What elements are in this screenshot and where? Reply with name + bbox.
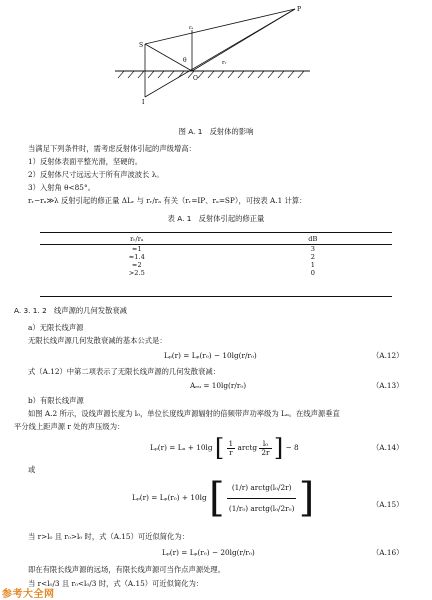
- fig-label-o: O: [193, 75, 198, 82]
- eq15-frac: [227, 478, 297, 518]
- text-b1: 如图 A.2 所示，设线声源长度为 l₀，单位长度线声源辐射的倍频带声功率级为 Lᵤ。在线声源垂直: [28, 409, 340, 418]
- equation-number-a13: （A.13）: [372, 381, 404, 390]
- table-row: [40, 245, 392, 254]
- eq14-inner-frac: [259, 440, 271, 456]
- condition-2: 2）反射体尺寸远远大于所有声波波长 λ。: [28, 170, 164, 179]
- equation-a16: Lₚ(r) = Lₚ(r₀) − 20lg(r/r₀): [162, 548, 255, 557]
- table-row: [40, 269, 392, 277]
- or-text: 或: [28, 465, 36, 474]
- equation-number-a12: （A.12）: [372, 351, 404, 360]
- table-cell: 1: [310, 261, 315, 269]
- text-a2: 式（A.12）中第二项表示了无限长线声源的几何发散衰减：: [28, 367, 220, 376]
- equation-a14: [150, 436, 299, 460]
- text-c6: 即在有限长线声源的远场，有限长线声源可当作点声源处理。: [28, 565, 226, 574]
- equation-a13: Aₑᵤ = 10lg(r/r₀): [190, 381, 247, 390]
- eq14-frac: [227, 440, 236, 456]
- reflector-diagram: [110, 0, 330, 112]
- frac-den: r: [229, 447, 233, 457]
- equation-a12: Lₚ(r) = Lₚ(r₀) − 10lg(r/r₀): [164, 351, 257, 360]
- table-cell: 2: [310, 253, 315, 261]
- frac-num: 1: [228, 439, 234, 449]
- subsection-a: a）无限长线声源: [28, 323, 84, 332]
- bracket-close: ]: [273, 434, 284, 462]
- subsection-b: b）有限长线声源: [28, 396, 84, 405]
- eq14-arctg: arctg: [237, 443, 258, 452]
- frac-num: l₀: [259, 440, 271, 448]
- correction-table: [40, 233, 392, 277]
- fig-label-rr: rᵣ: [222, 60, 227, 66]
- eq14-lead: Lₚ(r) = Lᵤ + 10lg: [150, 443, 213, 452]
- correction-note: rᵣ−rₐ≫λ 反射引起的修正量 ΔLᵣ 与 rᵣ/rₐ 有关（rᵣ=IP、rₐ=SP），可按表 A.1 计算：: [28, 196, 307, 205]
- table-cell: 3: [310, 245, 315, 253]
- equation-number-a14: （A.14）: [372, 443, 404, 452]
- table-bottom-rule: [40, 296, 392, 297]
- condition-1: 1）反射体表面平整光滑，坚硬的。: [28, 157, 143, 166]
- frac-den: 2r: [261, 447, 270, 457]
- fig-label-theta: θ: [183, 57, 187, 64]
- table-row: [40, 261, 392, 269]
- condition-3: 3）入射角 θ<85°。: [28, 183, 95, 192]
- bracket-close: ]: [298, 475, 315, 521]
- text-a1: 无限长线声源几何发散衰减的基本公式是：: [28, 336, 167, 345]
- fig-label-s: S: [139, 42, 144, 49]
- equation-number-a15: （A.15）: [372, 500, 404, 509]
- text-b2: 平分线上距声源 r 处的声压级为：: [14, 422, 125, 431]
- table-cell: ≈2: [131, 261, 142, 269]
- bracket-open: [: [208, 475, 225, 521]
- table-head-db: dB: [234, 233, 392, 245]
- table-title: 表 A. 1 反射体引起的修正量: [167, 214, 265, 223]
- section-heading: A. 3. 1. 2 线声源的几何发散衰减: [14, 306, 127, 315]
- frac-num: (1/r) arctg(l₀/2r): [227, 478, 297, 498]
- eq14-tail: − 8: [285, 443, 299, 452]
- bracket-open: [: [214, 434, 225, 462]
- table-cell: ≈1: [131, 245, 142, 253]
- table-row: [40, 253, 392, 261]
- table-cell: ≈1.4: [128, 253, 145, 261]
- table-cell: 0: [310, 269, 315, 277]
- table-header-row: [40, 233, 392, 245]
- table-cell: >2.5: [128, 269, 145, 277]
- frac-den: (1/r₀) arctg(l₀/2r₀): [228, 503, 295, 513]
- eq15-lead: Lₚ(r) = Lₚ(r₀) + 10lg: [132, 493, 207, 502]
- fig-label-p: P: [297, 6, 302, 13]
- table-head-ratio: rᵣ/rₐ: [40, 233, 234, 245]
- text-c7: 当 r<l₀/3 且 r₀<l₀/3 时，式（A.15）可近似简化为：: [28, 579, 204, 588]
- text-c5: 当 r>l₀ 且 r₀>l₀ 时，式（A.15）可近似简化为：: [28, 532, 189, 541]
- equation-number-a16: （A.16）: [372, 548, 404, 557]
- fig-label-rd: rₐ: [189, 25, 194, 31]
- intro-text: 当满足下列条件时，需考虑反射体引起的声级增高：: [28, 144, 196, 153]
- watermark: 参考大全网: [2, 589, 55, 600]
- figure-caption: 图 A. 1 反射体的影响: [178, 127, 254, 136]
- equation-a15: [132, 475, 315, 521]
- fig-label-i: I: [142, 99, 145, 106]
